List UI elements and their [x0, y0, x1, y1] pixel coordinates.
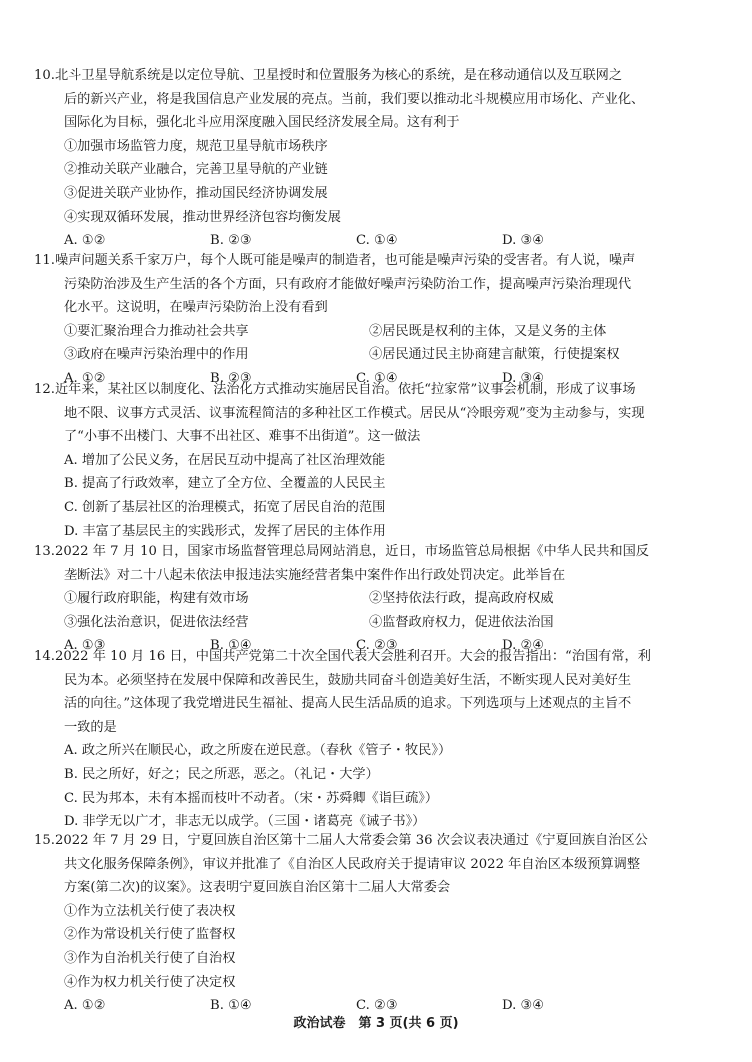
question-stem-line: 垄断法》对二十八起未依法申报违法实施经营者集中案件作出行政处罚决定。此举旨在 — [64, 567, 566, 583]
option-row — [34, 587, 724, 611]
option-item: ④居民通过民主协商建言献策，行使提案权 — [369, 347, 620, 363]
option-item: D. 丰富了基层民主的实践形式，发挥了居民的主体作用 — [64, 523, 386, 539]
question-stem-line: 11.噪声问题关系千家万户，每个人既可能是噪声的制造者，也可能是噪声污染的受害者。有人说，噪声 — [34, 253, 636, 268]
option-item: ③促进关联产业协作，推动国民经济协调发展 — [64, 185, 328, 201]
question-stem-line: 国际化为目标，强化北斗应用深度融入国民经济发展全局。这有利于 — [64, 115, 460, 131]
question-12 — [34, 378, 724, 543]
answer-choice: A. ①② — [64, 998, 106, 1014]
option-item: ②推动关联产业融合，完善卫星导航的产业链 — [64, 162, 328, 178]
option-item: C. 创新了基层社区的治理模式，拓宽了居民自治的范围 — [64, 499, 386, 515]
option-item: D. 非学无以广才，非志无以成学。（三国・诸葛亮《诫子书》） — [64, 814, 426, 830]
option-item: ④作为权力机关行使了决定权 — [64, 974, 236, 990]
question-stem-line: 方案(第二次)的议案》。这表明宁夏回族自治区第十二届人大常委会 — [64, 880, 451, 896]
answer-choice: B. ②③ — [210, 233, 252, 249]
question-stem-line: 了“小事不出楼门、大事不出社区、难事不出街道”。这一做法 — [64, 429, 421, 445]
option-item: ②居民既是权利的主体，又是义务的主体 — [369, 323, 607, 339]
answer-choice: B. ①④ — [210, 638, 252, 654]
answer-choice: A. ①② — [64, 233, 106, 249]
question-stem-line: 活的向往。”这体现了我党增进民生福祉、提高人民生活品质的追求。下列选项与上述观点的主旨不 — [64, 696, 632, 712]
option-item: ④监督政府权力，促进依法治国 — [369, 614, 554, 630]
option-row — [34, 320, 724, 344]
option-row — [34, 343, 724, 367]
option-item: ③强化法治意识，促进依法经营 — [64, 614, 249, 630]
option-item: B. 提高了行政效率，建立了全方位、全覆盖的人民民主 — [64, 476, 386, 492]
answer-choice: C. ①④ — [356, 370, 398, 386]
question-stem-line: 污染防治涉及生产生活的各个方面，只有政府才能做好噪声污染防治工作，提高噪声污染治理现代 — [64, 276, 632, 292]
question-stem-line: 14.2022 年 10 月 16 日，中国共产党第二十次全国代表大会胜利召开。大会的报告指出：“治国有常，利 — [34, 649, 651, 664]
option-row — [34, 611, 724, 635]
option-item: B. 民之所好，好之；民之所恶，恶之。（礼记・大学） — [64, 766, 379, 782]
question-stem-line: 一致的是 — [64, 719, 117, 735]
option-item: ④实现双循环发展，推动世界经济包容均衡发展 — [64, 209, 341, 225]
option-item: A. 增加了公民义务，在居民互动中提高了社区治理效能 — [64, 452, 386, 468]
answer-choice: B. ②③ — [210, 370, 252, 386]
question-14 — [34, 645, 724, 834]
question-15 — [34, 829, 724, 1018]
option-item: ②作为常设机关行使了监督权 — [64, 927, 236, 943]
question-stem-line: 后的新兴产业，将是我国信息产业发展的亮点。当前，我们要以推动北斗规模应用市场化、产业化、 — [64, 91, 645, 107]
option-item: ③作为自治机关行使了自治权 — [64, 950, 236, 966]
answer-choice: A. ①② — [64, 370, 106, 386]
option-item: ③政府在噪声污染治理中的作用 — [64, 347, 249, 363]
answer-choice: D. ②④ — [502, 638, 545, 654]
answer-choice: C. ②③ — [356, 998, 398, 1014]
option-item: ②坚持依法行政，提高政府权威 — [369, 591, 554, 607]
option-item: ①作为立法机关行使了表决权 — [64, 903, 236, 919]
option-item: C. 民为邦本，未有本摇而枝叶不动者。（宋・苏舜卿《诣巨疏》） — [64, 790, 439, 806]
question-11 — [34, 249, 724, 391]
answer-choice: C. ①④ — [356, 233, 398, 249]
answer-choice: C. ②③ — [356, 638, 398, 654]
answer-choice: A. ①③ — [64, 638, 106, 654]
question-stem-line: 共文化服务保障条例》，审议并批准了《自治区人民政府关于提请审议 2022 年自治区本级预算调整 — [64, 856, 641, 872]
option-item: A. 政之所兴在顺民心，政之所废在逆民意。（春秋《管子・牧民》） — [64, 743, 452, 759]
answer-choice: D. ③④ — [502, 998, 545, 1014]
page-footer: 政治试卷 第 3 页(共 6 页) — [293, 1016, 459, 1031]
question-stem-line: 15.2022 年 7 月 29 日，宁夏回族自治区第十二届人大常委会第 36 次会议表决通过《宁夏回族自治区公 — [34, 833, 648, 848]
question-stem-line: 化水平。这说明，在噪声污染防治上没有看到 — [64, 300, 328, 316]
option-item: ①履行政府职能，构建有效市场 — [64, 591, 249, 607]
question-13 — [34, 540, 724, 658]
question-stem-line: 13.2022 年 7 月 10 日，国家市场监督管理总局网站消息，近日，市场监管总局根据《中华人民共和国反 — [34, 544, 649, 559]
answer-choice: B. ①④ — [210, 998, 252, 1014]
answer-choice: D. ③④ — [502, 370, 545, 386]
question-stem-line: 民为本。必须坚持在发展中保障和改善民生，鼓励共同奋斗创造美好生活，不断实现人民对美好生 — [64, 672, 632, 688]
answer-choice: D. ③④ — [502, 233, 545, 249]
question-stem-line: 10.北斗卫星导航系统是以定位导航、卫星授时和位置服务为核心的系统，是在移动通信以及互联网之 — [34, 68, 623, 83]
question-10 — [34, 64, 724, 253]
option-item: ①要汇聚治理合力推动社会共享 — [64, 323, 249, 339]
question-stem-line: 地不限、议事方式灵活、议事流程简洁的多种社区工作模式。居民从“冷眼旁观”变为主动参与，实现 — [64, 405, 645, 421]
question-stem-line: 12.近年来，某社区以制度化、法治化方式推动实施居民自治。依托“拉家常”议事会机制，形成了议事场 — [34, 382, 636, 397]
option-item: ①加强市场监管力度，规范卫星导航市场秩序 — [64, 138, 328, 154]
